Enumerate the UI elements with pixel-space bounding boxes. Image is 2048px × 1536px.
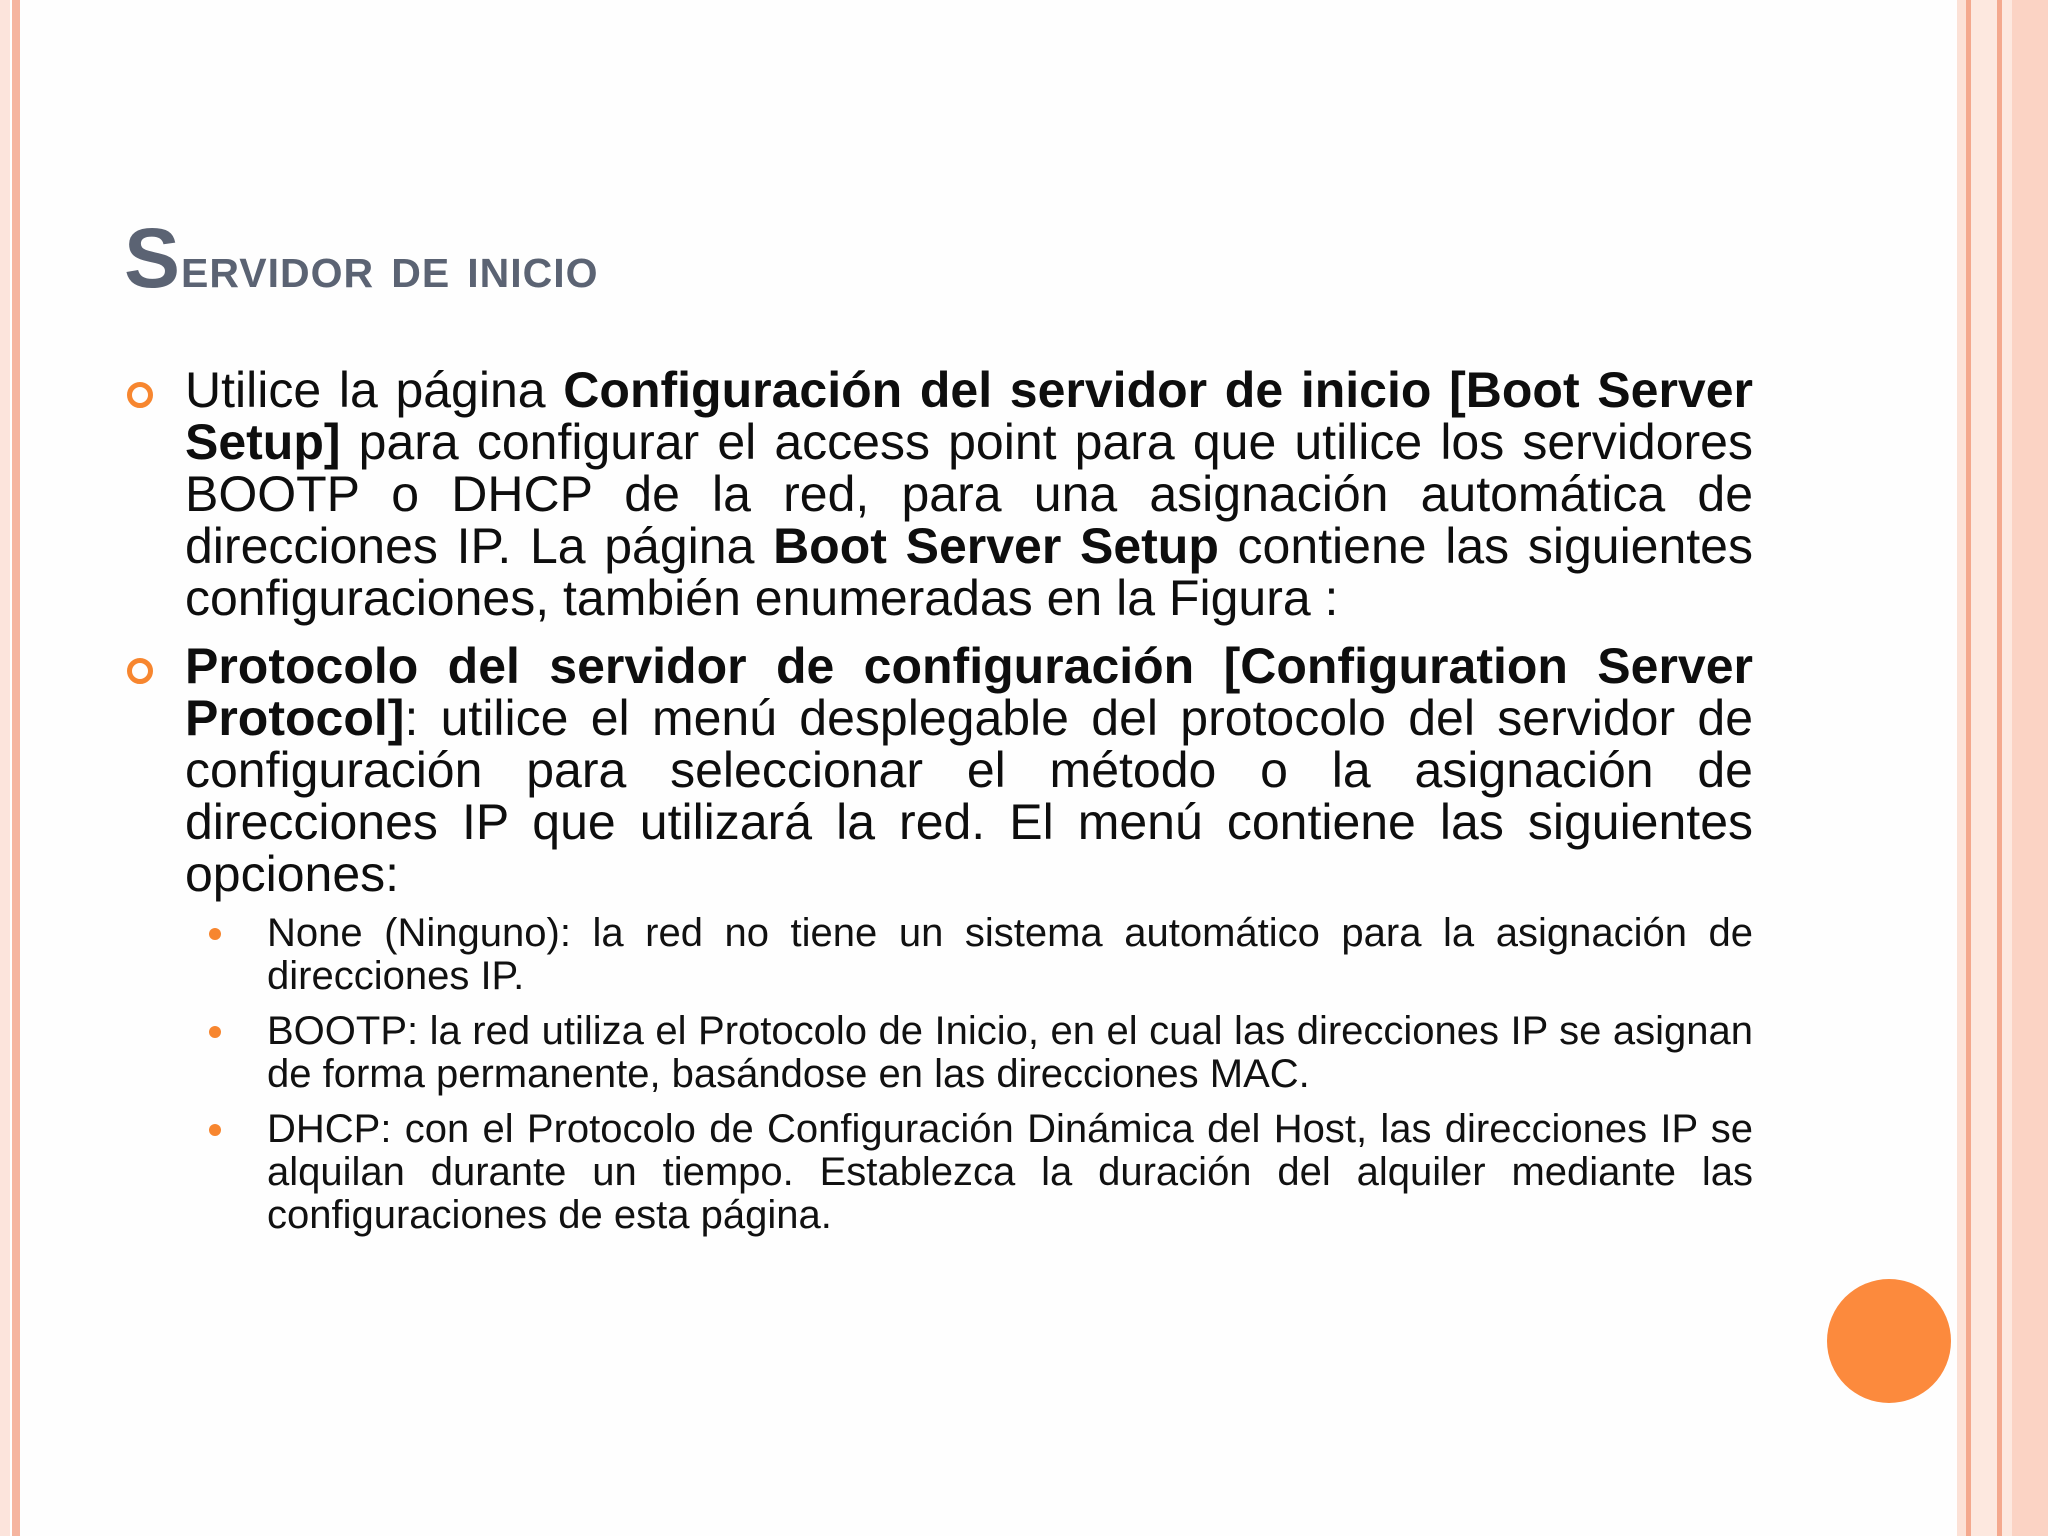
left-border-stripe bbox=[0, 0, 10, 1536]
bullet-item bbox=[185, 364, 1753, 624]
dot-bullet-icon bbox=[209, 928, 221, 940]
right-border-band bbox=[1957, 0, 1966, 1536]
sub-item-text: None (Ninguno): la red no tiene un sistema automático para la asignación de direcciones IP. bbox=[267, 911, 1753, 998]
bullet-text-bold: Protocolo del servidor de configuración [Configuration Server Protocol] bbox=[185, 638, 1753, 746]
sub-item-text: DHCP: con el Protocolo de Configuración Dinámica del Host, las direcciones IP se alquilan durante un tiempo. Establezca la duración del alquiler mediante las configuraciones de esta página. bbox=[267, 1107, 1753, 1237]
left-border-stripe-accent bbox=[12, 0, 20, 1536]
slide-title bbox=[124, 210, 599, 307]
ring-bullet-icon bbox=[127, 382, 153, 408]
bullet-text: Utilice la página bbox=[185, 362, 564, 418]
right-border-band bbox=[2012, 0, 2048, 1536]
slide-content bbox=[185, 364, 1753, 1253]
bullet-text: contiene las siguientes configuraciones, también enumeradas en la Figura : bbox=[185, 518, 1753, 626]
sub-list-item bbox=[267, 1108, 1753, 1237]
bullet-item bbox=[185, 640, 1753, 1237]
ring-bullet-icon bbox=[127, 658, 153, 684]
dot-bullet-icon bbox=[209, 1026, 221, 1038]
bullet-text-bold: Configuración del servidor de inicio [Boot Server Setup] bbox=[185, 362, 1754, 470]
right-border-band bbox=[2002, 0, 2012, 1536]
title-rest: ervidor de inicio bbox=[181, 235, 599, 300]
sub-list-item bbox=[267, 912, 1753, 998]
sub-list-item bbox=[267, 1010, 1753, 1096]
bullet-text: para configurar el access point para que utilice los servidores BOOTP o DHCP de la red, para una asignación automática de direcciones IP. La página bbox=[185, 414, 1753, 574]
sub-item-text: BOOTP: la red utiliza el Protocolo de Inicio, en el cual las direcciones IP se asignan de forma permanente, basándose en las direcciones MAC. bbox=[267, 1009, 1753, 1096]
title-first-letter: S bbox=[124, 211, 182, 305]
dot-bullet-icon bbox=[209, 1124, 221, 1136]
decorative-circle bbox=[1827, 1279, 1951, 1403]
right-border-band bbox=[1971, 0, 1997, 1536]
sub-list bbox=[267, 912, 1753, 1237]
bullet-text-bold: Boot Server Setup bbox=[773, 518, 1219, 574]
bullet-text: : utilice el menú desplegable del protocolo del servidor de configuración para seleccionar el método o la asignación de direcciones IP que utilizará la red. El menú contiene las siguientes opciones: bbox=[185, 690, 1753, 902]
